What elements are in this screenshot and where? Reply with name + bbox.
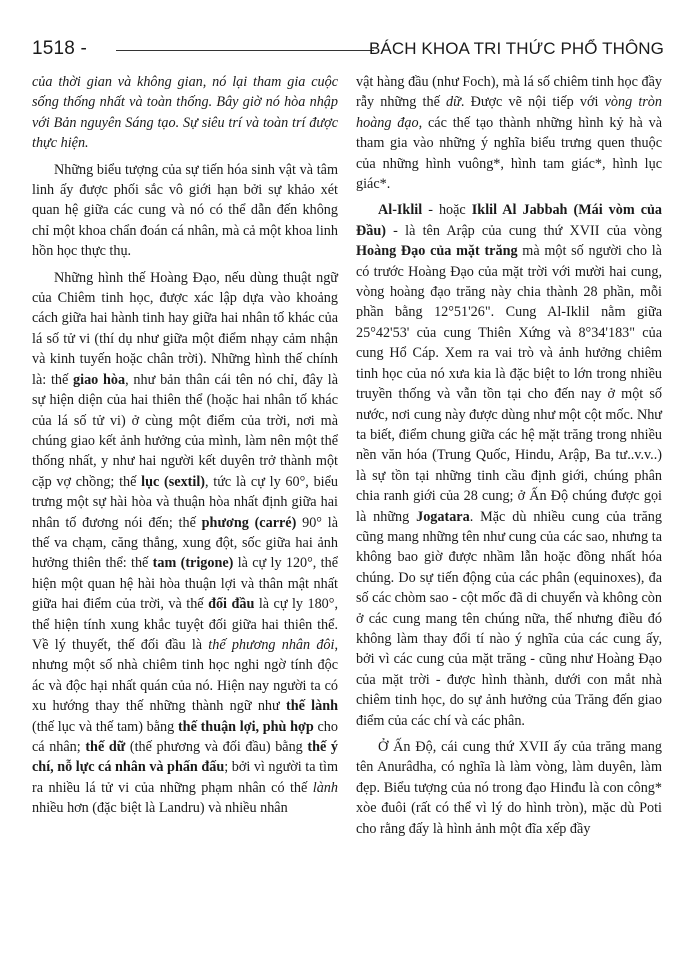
italic-text: thế phương nhân đôi [208, 636, 335, 653]
text-run: mà một số người cho là có trước Hoàng Đạo của mặt trời với mười hai cung, vòng hoàng đạo trăng này chia thành 28 phần, mỗi phần bằng 12°51'26". Cung Al-Iklil nằm giữa 25°42'53' của cung Thiên Xứng và 8°34'183" của cung Hổ Cáp. Xem ra vai trò và ảnh hưởng chiêm tinh học của nó xưa kia là đặc biệt to lớn trong nhiều truyền thống và vẫn tồn tại cho đến nay ở một số nước, nơi cung này được dùng như một cột mốc. Như ta biết, điểm chung giữa các hệ mặt trăng trong nhiều nền văn hóa (Trung Quốc, Hindu, Arập, Ba tư..v.v..) là sự tồn tại những tinh cầu định giới, chúng phân chia ranh giới của 28 cung; ở Ấn Độ chúng được gọi là những [356, 243, 662, 525]
bold-term: phương (carré) [201, 514, 297, 531]
text-run: , tức là cự ly 60°, biểu trưng một sự hài hòa và thuận hòa nhất định giữa hai nhân tố đương nói đến; thế [32, 473, 338, 531]
text-run: . Mặc dù nhiều cung của trăng cũng mang những tên như cung của các sao, nhưng ta không bao giờ được nhầm lẫn hoặc đồng nhất hóa chúng. Do sự tiến động của các phân (equinoxes), đa số các chòm sao - cột mốc đã di chuyển và không còn ở các cung mang tên chúng nữa, thế nhưng điều đó không làm thay đổi tí nào ý nghĩa của các cung ấy, bởi vì các cung của mặt trăng - cũng như Hoàng Đạo của mặt trời - được hình thành, dưới con mắt nhà chiêm tinh học, do sự ảnh hưởng của Trăng đến giao điểm của các chí và các phân. [356, 508, 662, 729]
bold-term: giao hòa [73, 371, 126, 388]
text-run: (thế phương và đối đầu) bằng [125, 739, 308, 755]
text-run: , như bản thân cái tên nó chỉ, đây là sự hiện diện của hai thiên thể (hoặc hai nhân tố khác của lá số tử vi) ở cùng một điểm của trời, nơi mà chúng giao kết ảnh hưởng của mình, làm nên một thể thống nhất, y như hai người kết duyên trở thành một cặp vợ chồng; thế [32, 371, 338, 490]
paragraph [32, 268, 338, 819]
bold-term: thế lành [285, 698, 338, 715]
bold-term: Hoàng Đạo của mặt trăng [356, 243, 518, 260]
header-rule [116, 50, 374, 51]
paragraph [356, 72, 662, 194]
text-run: ; bởi vì người ta tìm ra nhiều lá tử vi của những phạm nhân có thế [32, 759, 338, 796]
text-run: nhiều hơn (đặc biệt là Landru) và nhiều nhân [32, 800, 288, 817]
text-run: - là tên Arập của cung thứ XVII của vòng [385, 222, 662, 239]
bold-term: tam (trigone) [152, 555, 234, 572]
italic-text: vòng tròn hoàng đạo [356, 94, 662, 131]
text-run: . Được vẽ nội tiếp với [460, 94, 605, 111]
text-run: Những biểu tượng của sự tiến hóa sinh vật và tâm linh ấy được phối sắc vô giới hạn bởi sự khảo xét quan hệ giữa các cung và nó có thể dẫn đến không chỉ một khoa chẩn đoán cá nhân, mà cả một khoa linh hồn học thực thụ. [32, 161, 338, 260]
bold-term: lục (sextil) [141, 473, 206, 490]
bold-term: thế ý chí, nỗ lực cá nhân và phấn đấu [32, 739, 338, 776]
text-run: 90° là thế va chạm, căng thẳng, xung đột, sốc giữa hai ảnh hưởng thiên thể: thế [32, 514, 338, 572]
bold-term: thế dữ [85, 739, 126, 755]
paragraph [32, 72, 338, 154]
left-column [32, 72, 338, 825]
text-run: , các thế tạo thành những hình kỷ hà và tham gia vào những ý nghĩa biểu trưng quen thuộc của những hình vuông*, hình tam giác*, hình lục giác*. [356, 114, 662, 193]
bold-term: Jogatara [416, 508, 470, 525]
italic-text: của thời gian và không gian, nó lại tham gia cuộc sống thống nhất và toàn thống. Bây giờ nó hòa nhập với Bản nguyên Sáng tạo. Sự siêu trí và toàn trí được thực hiện. [32, 74, 338, 152]
text-run: , nhưng một số nhà chiêm tinh học nghi ngờ tính độc ác và độc hại nhất quán của nó. Hiện nay người ta có xu hướng thay thế những thành ngữ như [32, 636, 338, 715]
text-run: cho cá nhân; [32, 718, 338, 755]
paragraph [32, 160, 338, 262]
right-column [356, 72, 662, 845]
italic-text: dữ [446, 94, 461, 111]
text-run: là cự ly 120°, thể hiện một quan hệ hài hòa thuận lợi và thân mật nhất giữa hai điểm của trời, và thế [32, 555, 338, 613]
text-run: (thế lục và thế tam) bằng [32, 718, 178, 735]
text-run: là cự ly 180°, thể hiện tính xung khắc tuyệt đối giữa hai thiên thể. Về lý thuyết, thế đối đầu là [32, 596, 338, 653]
italic-text: lành [312, 779, 338, 796]
page-header [32, 38, 664, 64]
text-run: Những hình thế Hoàng Đạo, nếu dùng thuật ngữ của Chiêm tinh học, được xác lập dựa vào khoảng cách giữa hai hành tinh hay giữa hai nhân tố khác của lá số tử vi (thí dụ như giữa một điểm nhạy cảm nhận và kinh tuyến hoặc chân trời). Những hình thế chính là: thế [32, 269, 338, 388]
paragraph [356, 737, 662, 839]
bold-term: Iklil Al Jabbah (Mái vòm của Đầu) [356, 202, 662, 239]
text-run: vật hàng đầu (như Foch), mà lá số chiêm tinh học đầy rẫy những thế [356, 74, 662, 111]
paragraph [356, 200, 662, 731]
text-run: Ở Ấn Độ, cái cung thứ XVII ấy của trăng mang tên Anurâdha, có nghĩa là làm vòng, làm duyên, làm đẹp. Biểu tượng của nó trong đạo Hinđu là con công* xòe đuôi (rất có thể vì lý do hình tròn), mặc dù Poti cho rằng đấy là hình ảnh một đĩa xếp đầy [356, 739, 662, 837]
bold-term: thế thuận lợi, phù hợp [177, 718, 314, 735]
page-number: 1518 - [32, 38, 88, 59]
bold-term: đối đầu [208, 596, 255, 613]
text-run: - hoặc [422, 202, 472, 219]
bold-term: Al-Iklil [378, 202, 423, 219]
running-title: BÁCH KHOA TRI THỨC PHỔ THÔNG [368, 39, 664, 58]
